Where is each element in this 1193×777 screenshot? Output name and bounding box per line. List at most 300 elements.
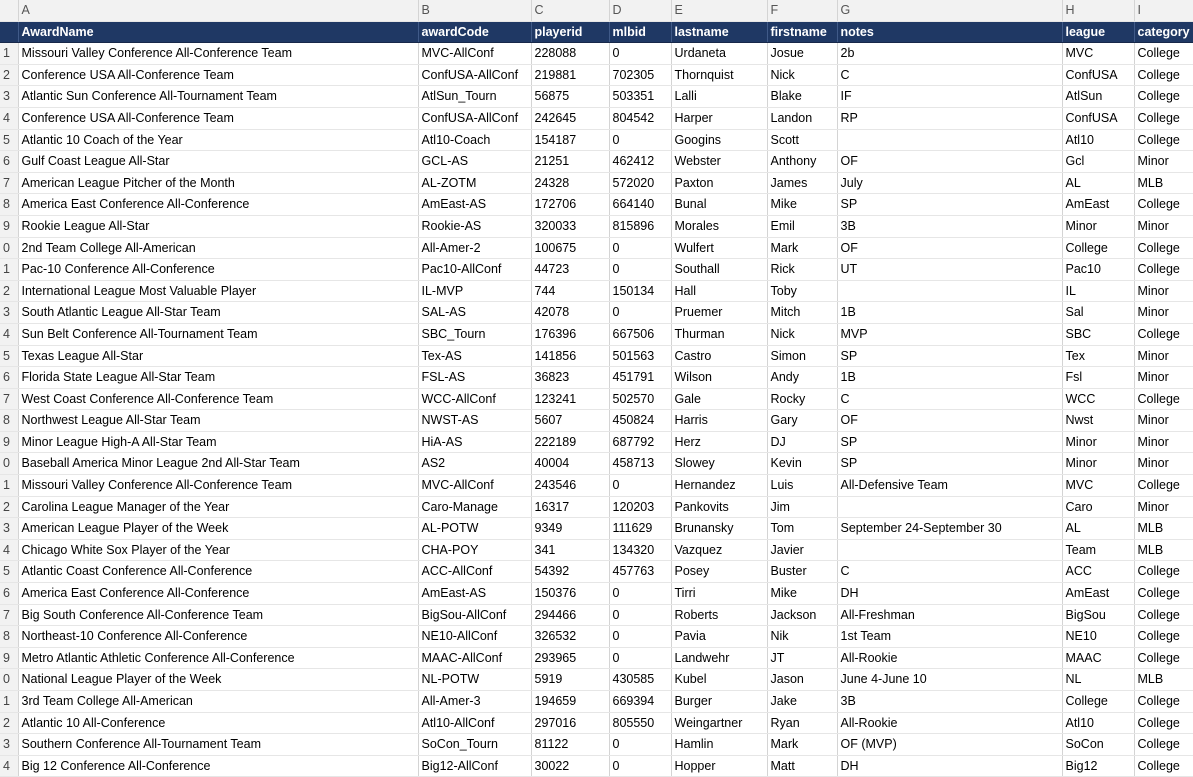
cell-lastname[interactable]: Roberts [671, 604, 767, 626]
cell-mlbid[interactable]: 804542 [609, 107, 671, 129]
cell-awardcode[interactable]: AS2 [418, 453, 531, 475]
cell-category[interactable]: College [1134, 475, 1193, 497]
column-header-i[interactable]: I [1134, 0, 1193, 21]
column-header-b[interactable]: B [418, 0, 531, 21]
cell-lastname[interactable]: Vazquez [671, 539, 767, 561]
cell-lastname[interactable]: Herz [671, 431, 767, 453]
cell-awardname[interactable]: Missouri Valley Conference All-Conference Team [18, 43, 418, 65]
cell-category[interactable]: Minor [1134, 151, 1193, 173]
cell-category[interactable]: MLB [1134, 172, 1193, 194]
cell-notes[interactable]: SP [837, 194, 1062, 216]
cell-notes[interactable] [837, 539, 1062, 561]
table-row[interactable] [0, 345, 1193, 367]
cell-firstname[interactable]: DJ [767, 431, 837, 453]
row-number[interactable]: 8 [0, 626, 18, 648]
cell-notes[interactable]: OF (MVP) [837, 734, 1062, 756]
cell-category[interactable]: College [1134, 712, 1193, 734]
cell-awardname[interactable]: Big 12 Conference All-Conference [18, 755, 418, 777]
cell-category[interactable]: College [1134, 388, 1193, 410]
cell-firstname[interactable]: Mark [767, 237, 837, 259]
row-number[interactable]: 0 [0, 453, 18, 475]
row-number[interactable]: 1 [0, 691, 18, 713]
cell-firstname[interactable]: Emil [767, 215, 837, 237]
cell-notes[interactable]: OF [837, 410, 1062, 432]
cell-awardname[interactable]: Pac-10 Conference All-Conference [18, 259, 418, 281]
cell-firstname[interactable]: Tom [767, 518, 837, 540]
cell-playerid[interactable]: 54392 [531, 561, 609, 583]
cell-playerid[interactable]: 294466 [531, 604, 609, 626]
cell-playerid[interactable]: 30022 [531, 755, 609, 777]
cell-mlbid[interactable]: 501563 [609, 345, 671, 367]
field-header-awardname[interactable]: AwardName [18, 21, 418, 43]
cell-playerid[interactable]: 9349 [531, 518, 609, 540]
cell-mlbid[interactable]: 0 [609, 755, 671, 777]
table-row[interactable] [0, 172, 1193, 194]
cell-playerid[interactable]: 24328 [531, 172, 609, 194]
cell-league[interactable]: NL [1062, 669, 1134, 691]
cell-awardcode[interactable]: HiA-AS [418, 431, 531, 453]
cell-awardname[interactable]: Atlantic 10 All-Conference [18, 712, 418, 734]
row-number[interactable]: 9 [0, 647, 18, 669]
cell-awardcode[interactable]: WCC-AllConf [418, 388, 531, 410]
cell-playerid[interactable]: 5919 [531, 669, 609, 691]
cell-firstname[interactable]: Josue [767, 43, 837, 65]
cell-awardcode[interactable]: AL-ZOTM [418, 172, 531, 194]
cell-category[interactable]: Minor [1134, 215, 1193, 237]
cell-awardcode[interactable]: Atl10-AllConf [418, 712, 531, 734]
row-number[interactable]: 8 [0, 410, 18, 432]
cell-mlbid[interactable]: 502570 [609, 388, 671, 410]
cell-firstname[interactable]: Gary [767, 410, 837, 432]
cell-notes[interactable]: 3B [837, 691, 1062, 713]
cell-awardname[interactable]: Florida State League All-Star Team [18, 367, 418, 389]
cell-mlbid[interactable]: 0 [609, 129, 671, 151]
cell-mlbid[interactable]: 457763 [609, 561, 671, 583]
table-row[interactable] [0, 561, 1193, 583]
cell-playerid[interactable]: 150376 [531, 583, 609, 605]
cell-mlbid[interactable]: 111629 [609, 518, 671, 540]
cell-notes[interactable]: C [837, 388, 1062, 410]
cell-notes[interactable]: September 24-September 30 [837, 518, 1062, 540]
table-row[interactable] [0, 734, 1193, 756]
table-row[interactable] [0, 712, 1193, 734]
cell-category[interactable]: MLB [1134, 669, 1193, 691]
cell-league[interactable]: AL [1062, 518, 1134, 540]
cell-lastname[interactable]: Harper [671, 107, 767, 129]
cell-firstname[interactable]: JT [767, 647, 837, 669]
cell-league[interactable]: Minor [1062, 431, 1134, 453]
table-row[interactable] [0, 215, 1193, 237]
field-header-awardcode[interactable]: awardCode [418, 21, 531, 43]
cell-mlbid[interactable]: 0 [609, 626, 671, 648]
cell-playerid[interactable]: 154187 [531, 129, 609, 151]
cell-firstname[interactable]: Jake [767, 691, 837, 713]
cell-category[interactable]: College [1134, 237, 1193, 259]
cell-firstname[interactable]: Kevin [767, 453, 837, 475]
cell-league[interactable]: Nwst [1062, 410, 1134, 432]
cell-firstname[interactable]: Buster [767, 561, 837, 583]
cell-mlbid[interactable]: 0 [609, 647, 671, 669]
cell-awardcode[interactable]: FSL-AS [418, 367, 531, 389]
row-number[interactable]: 0 [0, 669, 18, 691]
cell-awardname[interactable]: Minor League High-A All-Star Team [18, 431, 418, 453]
cell-notes[interactable]: All-Rookie [837, 647, 1062, 669]
cell-mlbid[interactable]: 458713 [609, 453, 671, 475]
row-number[interactable]: 4 [0, 323, 18, 345]
cell-notes[interactable] [837, 496, 1062, 518]
cell-category[interactable]: College [1134, 755, 1193, 777]
cell-category[interactable]: College [1134, 129, 1193, 151]
cell-lastname[interactable]: Pavia [671, 626, 767, 648]
cell-notes[interactable]: MVP [837, 323, 1062, 345]
table-row[interactable] [0, 496, 1193, 518]
row-number[interactable]: 4 [0, 539, 18, 561]
cell-awardcode[interactable]: AL-POTW [418, 518, 531, 540]
cell-category[interactable]: Minor [1134, 496, 1193, 518]
row-number[interactable]: 3 [0, 302, 18, 324]
cell-lastname[interactable]: Paxton [671, 172, 767, 194]
cell-category[interactable]: College [1134, 43, 1193, 65]
cell-mlbid[interactable]: 0 [609, 237, 671, 259]
cell-awardname[interactable]: Metro Atlantic Athletic Conference All-Conference [18, 647, 418, 669]
cell-awardcode[interactable]: Atl10-Coach [418, 129, 531, 151]
cell-firstname[interactable]: Javier [767, 539, 837, 561]
cell-lastname[interactable]: Morales [671, 215, 767, 237]
cell-category[interactable]: College [1134, 604, 1193, 626]
cell-league[interactable]: ConfUSA [1062, 64, 1134, 86]
cell-notes[interactable]: SP [837, 345, 1062, 367]
cell-league[interactable]: Atl10 [1062, 129, 1134, 151]
cell-firstname[interactable]: Landon [767, 107, 837, 129]
table-row[interactable] [0, 237, 1193, 259]
column-header-e[interactable]: E [671, 0, 767, 21]
cell-awardcode[interactable]: NE10-AllConf [418, 626, 531, 648]
cell-firstname[interactable]: Matt [767, 755, 837, 777]
cell-mlbid[interactable]: 0 [609, 475, 671, 497]
cell-awardname[interactable]: Conference USA All-Conference Team [18, 64, 418, 86]
cell-league[interactable]: Gcl [1062, 151, 1134, 173]
cell-awardcode[interactable]: Tex-AS [418, 345, 531, 367]
cell-firstname[interactable]: Jackson [767, 604, 837, 626]
cell-notes[interactable]: C [837, 561, 1062, 583]
cell-lastname[interactable]: Brunansky [671, 518, 767, 540]
table-row[interactable] [0, 129, 1193, 151]
cell-mlbid[interactable]: 0 [609, 259, 671, 281]
cell-lastname[interactable]: Pruemer [671, 302, 767, 324]
cell-playerid[interactable]: 341 [531, 539, 609, 561]
cell-category[interactable]: Minor [1134, 410, 1193, 432]
cell-awardcode[interactable]: All-Amer-3 [418, 691, 531, 713]
row-number[interactable]: 5 [0, 345, 18, 367]
cell-category[interactable]: College [1134, 691, 1193, 713]
table-row[interactable] [0, 453, 1193, 475]
row-number[interactable]: 8 [0, 194, 18, 216]
cell-firstname[interactable]: Simon [767, 345, 837, 367]
table-row[interactable] [0, 64, 1193, 86]
cell-awardname[interactable]: 2nd Team College All-American [18, 237, 418, 259]
field-header-league[interactable]: league [1062, 21, 1134, 43]
cell-awardname[interactable]: Gulf Coast League All-Star [18, 151, 418, 173]
cell-mlbid[interactable]: 0 [609, 734, 671, 756]
cell-category[interactable]: College [1134, 561, 1193, 583]
cell-notes[interactable]: UT [837, 259, 1062, 281]
cell-notes[interactable]: 1st Team [837, 626, 1062, 648]
cell-firstname[interactable]: Mitch [767, 302, 837, 324]
cell-category[interactable]: Minor [1134, 280, 1193, 302]
row-number[interactable]: 7 [0, 388, 18, 410]
cell-league[interactable]: SBC [1062, 323, 1134, 345]
cell-league[interactable]: MAAC [1062, 647, 1134, 669]
cell-awardname[interactable]: Northwest League All-Star Team [18, 410, 418, 432]
cell-playerid[interactable]: 222189 [531, 431, 609, 453]
cell-league[interactable]: Atl10 [1062, 712, 1134, 734]
row-number[interactable] [0, 21, 18, 43]
cell-notes[interactable]: All-Defensive Team [837, 475, 1062, 497]
row-number[interactable]: 2 [0, 64, 18, 86]
table-row[interactable] [0, 323, 1193, 345]
cell-firstname[interactable]: Jason [767, 669, 837, 691]
cell-league[interactable]: MVC [1062, 43, 1134, 65]
cell-mlbid[interactable]: 451791 [609, 367, 671, 389]
cell-category[interactable]: Minor [1134, 345, 1193, 367]
cell-notes[interactable]: July [837, 172, 1062, 194]
table-row[interactable] [0, 431, 1193, 453]
cell-league[interactable]: SoCon [1062, 734, 1134, 756]
cell-lastname[interactable]: Burger [671, 691, 767, 713]
cell-awardcode[interactable]: BigSou-AllConf [418, 604, 531, 626]
row-number[interactable]: 3 [0, 86, 18, 108]
cell-category[interactable]: MLB [1134, 539, 1193, 561]
cell-mlbid[interactable]: 134320 [609, 539, 671, 561]
table-row[interactable] [0, 604, 1193, 626]
table-row[interactable] [0, 367, 1193, 389]
table-row[interactable] [0, 626, 1193, 648]
cell-playerid[interactable]: 16317 [531, 496, 609, 518]
cell-playerid[interactable]: 100675 [531, 237, 609, 259]
cell-awardname[interactable]: Conference USA All-Conference Team [18, 107, 418, 129]
cell-league[interactable]: Caro [1062, 496, 1134, 518]
cell-category[interactable]: College [1134, 626, 1193, 648]
cell-playerid[interactable]: 176396 [531, 323, 609, 345]
row-number[interactable]: 7 [0, 604, 18, 626]
table-row[interactable] [0, 669, 1193, 691]
cell-mlbid[interactable]: 702305 [609, 64, 671, 86]
cell-awardname[interactable]: West Coast Conference All-Conference Team [18, 388, 418, 410]
cell-lastname[interactable]: Castro [671, 345, 767, 367]
row-number[interactable]: 2 [0, 496, 18, 518]
cell-category[interactable]: MLB [1134, 518, 1193, 540]
row-number[interactable]: 6 [0, 367, 18, 389]
column-header-c[interactable]: C [531, 0, 609, 21]
table-row[interactable] [0, 43, 1193, 65]
cell-league[interactable]: AtlSun [1062, 86, 1134, 108]
field-header-row[interactable] [0, 21, 1193, 43]
cell-league[interactable]: Big12 [1062, 755, 1134, 777]
cell-lastname[interactable]: Urdaneta [671, 43, 767, 65]
cell-awardcode[interactable]: Caro-Manage [418, 496, 531, 518]
cell-awardcode[interactable]: AtlSun_Tourn [418, 86, 531, 108]
cell-awardname[interactable]: Atlantic Coast Conference All-Conference [18, 561, 418, 583]
cell-lastname[interactable]: Posey [671, 561, 767, 583]
column-header-d[interactable]: D [609, 0, 671, 21]
cell-playerid[interactable]: 172706 [531, 194, 609, 216]
cell-category[interactable]: College [1134, 194, 1193, 216]
cell-lastname[interactable]: Hamlin [671, 734, 767, 756]
cell-awardcode[interactable]: SAL-AS [418, 302, 531, 324]
row-number[interactable]: 1 [0, 259, 18, 281]
cell-notes[interactable]: OF [837, 151, 1062, 173]
cell-firstname[interactable]: Rick [767, 259, 837, 281]
corner-select-all[interactable] [0, 0, 18, 21]
cell-mlbid[interactable]: 462412 [609, 151, 671, 173]
cell-league[interactable]: ACC [1062, 561, 1134, 583]
cell-mlbid[interactable]: 120203 [609, 496, 671, 518]
row-number[interactable]: 9 [0, 215, 18, 237]
cell-firstname[interactable]: James [767, 172, 837, 194]
cell-awardname[interactable]: Big South Conference All-Conference Team [18, 604, 418, 626]
cell-league[interactable]: Fsl [1062, 367, 1134, 389]
cell-lastname[interactable]: Pankovits [671, 496, 767, 518]
cell-playerid[interactable]: 81122 [531, 734, 609, 756]
table-row[interactable] [0, 583, 1193, 605]
cell-lastname[interactable]: Hall [671, 280, 767, 302]
cell-lastname[interactable]: Kubel [671, 669, 767, 691]
cell-firstname[interactable]: Scott [767, 129, 837, 151]
cell-firstname[interactable]: Andy [767, 367, 837, 389]
cell-playerid[interactable]: 21251 [531, 151, 609, 173]
cell-category[interactable]: College [1134, 734, 1193, 756]
cell-league[interactable]: NE10 [1062, 626, 1134, 648]
cell-firstname[interactable]: Nick [767, 64, 837, 86]
cell-awardcode[interactable]: MVC-AllConf [418, 475, 531, 497]
row-number[interactable]: 2 [0, 280, 18, 302]
cell-notes[interactable]: 1B [837, 367, 1062, 389]
cell-awardname[interactable]: Missouri Valley Conference All-Conference Team [18, 475, 418, 497]
cell-playerid[interactable]: 123241 [531, 388, 609, 410]
cell-awardname[interactable]: Rookie League All-Star [18, 215, 418, 237]
cell-playerid[interactable]: 326532 [531, 626, 609, 648]
row-number[interactable]: 4 [0, 755, 18, 777]
cell-notes[interactable]: RP [837, 107, 1062, 129]
cell-playerid[interactable]: 42078 [531, 302, 609, 324]
cell-category[interactable]: College [1134, 647, 1193, 669]
cell-league[interactable]: AmEast [1062, 194, 1134, 216]
cell-awardcode[interactable]: AmEast-AS [418, 583, 531, 605]
row-number[interactable]: 5 [0, 561, 18, 583]
cell-lastname[interactable]: Landwehr [671, 647, 767, 669]
cell-lastname[interactable]: Hopper [671, 755, 767, 777]
cell-lastname[interactable]: Webster [671, 151, 767, 173]
table-row[interactable] [0, 86, 1193, 108]
cell-lastname[interactable]: Slowey [671, 453, 767, 475]
cell-mlbid[interactable]: 0 [609, 583, 671, 605]
cell-awardname[interactable]: America East Conference All-Conference [18, 583, 418, 605]
table-row[interactable] [0, 647, 1193, 669]
table-row[interactable] [0, 280, 1193, 302]
table-row[interactable] [0, 691, 1193, 713]
cell-league[interactable]: Tex [1062, 345, 1134, 367]
cell-lastname[interactable]: Weingartner [671, 712, 767, 734]
cell-awardname[interactable]: American League Pitcher of the Month [18, 172, 418, 194]
table-row[interactable] [0, 518, 1193, 540]
field-header-firstname[interactable]: firstname [767, 21, 837, 43]
cell-league[interactable]: Sal [1062, 302, 1134, 324]
cell-notes[interactable]: SP [837, 453, 1062, 475]
cell-mlbid[interactable]: 805550 [609, 712, 671, 734]
cell-category[interactable]: College [1134, 64, 1193, 86]
row-number[interactable]: 3 [0, 734, 18, 756]
cell-category[interactable]: College [1134, 323, 1193, 345]
cell-mlbid[interactable]: 0 [609, 604, 671, 626]
cell-awardcode[interactable]: All-Amer-2 [418, 237, 531, 259]
table-row[interactable] [0, 302, 1193, 324]
cell-league[interactable]: AL [1062, 172, 1134, 194]
table-row[interactable] [0, 151, 1193, 173]
table-row[interactable] [0, 388, 1193, 410]
cell-awardcode[interactable]: NL-POTW [418, 669, 531, 691]
cell-playerid[interactable]: 5607 [531, 410, 609, 432]
cell-mlbid[interactable]: 667506 [609, 323, 671, 345]
cell-mlbid[interactable]: 669394 [609, 691, 671, 713]
cell-firstname[interactable]: Mark [767, 734, 837, 756]
row-number[interactable]: 7 [0, 172, 18, 194]
cell-awardcode[interactable]: CHA-POY [418, 539, 531, 561]
cell-league[interactable]: WCC [1062, 388, 1134, 410]
table-row[interactable] [0, 107, 1193, 129]
cell-awardcode[interactable]: IL-MVP [418, 280, 531, 302]
row-number[interactable]: 0 [0, 237, 18, 259]
cell-category[interactable]: College [1134, 583, 1193, 605]
cell-awardcode[interactable]: AmEast-AS [418, 194, 531, 216]
row-number[interactable]: 4 [0, 107, 18, 129]
cell-notes[interactable]: June 4-June 10 [837, 669, 1062, 691]
row-number[interactable]: 6 [0, 583, 18, 605]
cell-firstname[interactable]: Ryan [767, 712, 837, 734]
cell-category[interactable]: Minor [1134, 367, 1193, 389]
row-number[interactable]: 5 [0, 129, 18, 151]
cell-firstname[interactable]: Luis [767, 475, 837, 497]
column-header-a[interactable]: A [18, 0, 418, 21]
cell-lastname[interactable]: Wulfert [671, 237, 767, 259]
cell-awardcode[interactable]: NWST-AS [418, 410, 531, 432]
cell-awardname[interactable]: South Atlantic League All-Star Team [18, 302, 418, 324]
cell-firstname[interactable]: Jim [767, 496, 837, 518]
cell-league[interactable]: College [1062, 691, 1134, 713]
cell-playerid[interactable]: 141856 [531, 345, 609, 367]
cell-league[interactable]: IL [1062, 280, 1134, 302]
cell-awardname[interactable]: American League Player of the Week [18, 518, 418, 540]
row-number[interactable]: 1 [0, 43, 18, 65]
cell-awardname[interactable]: Northeast-10 Conference All-Conference [18, 626, 418, 648]
cell-awardcode[interactable]: ACC-AllConf [418, 561, 531, 583]
cell-mlbid[interactable]: 687792 [609, 431, 671, 453]
cell-playerid[interactable]: 56875 [531, 86, 609, 108]
cell-lastname[interactable]: Tirri [671, 583, 767, 605]
cell-mlbid[interactable]: 503351 [609, 86, 671, 108]
row-number[interactable]: 1 [0, 475, 18, 497]
cell-category[interactable]: Minor [1134, 453, 1193, 475]
cell-firstname[interactable]: Nick [767, 323, 837, 345]
cell-lastname[interactable]: Googins [671, 129, 767, 151]
cell-firstname[interactable]: Mike [767, 194, 837, 216]
cell-notes[interactable]: All-Freshman [837, 604, 1062, 626]
cell-awardcode[interactable]: Pac10-AllConf [418, 259, 531, 281]
cell-awardcode[interactable]: GCL-AS [418, 151, 531, 173]
cell-awardname[interactable]: National League Player of the Week [18, 669, 418, 691]
cell-playerid[interactable]: 744 [531, 280, 609, 302]
cell-awardcode[interactable]: Big12-AllConf [418, 755, 531, 777]
cell-firstname[interactable]: Toby [767, 280, 837, 302]
